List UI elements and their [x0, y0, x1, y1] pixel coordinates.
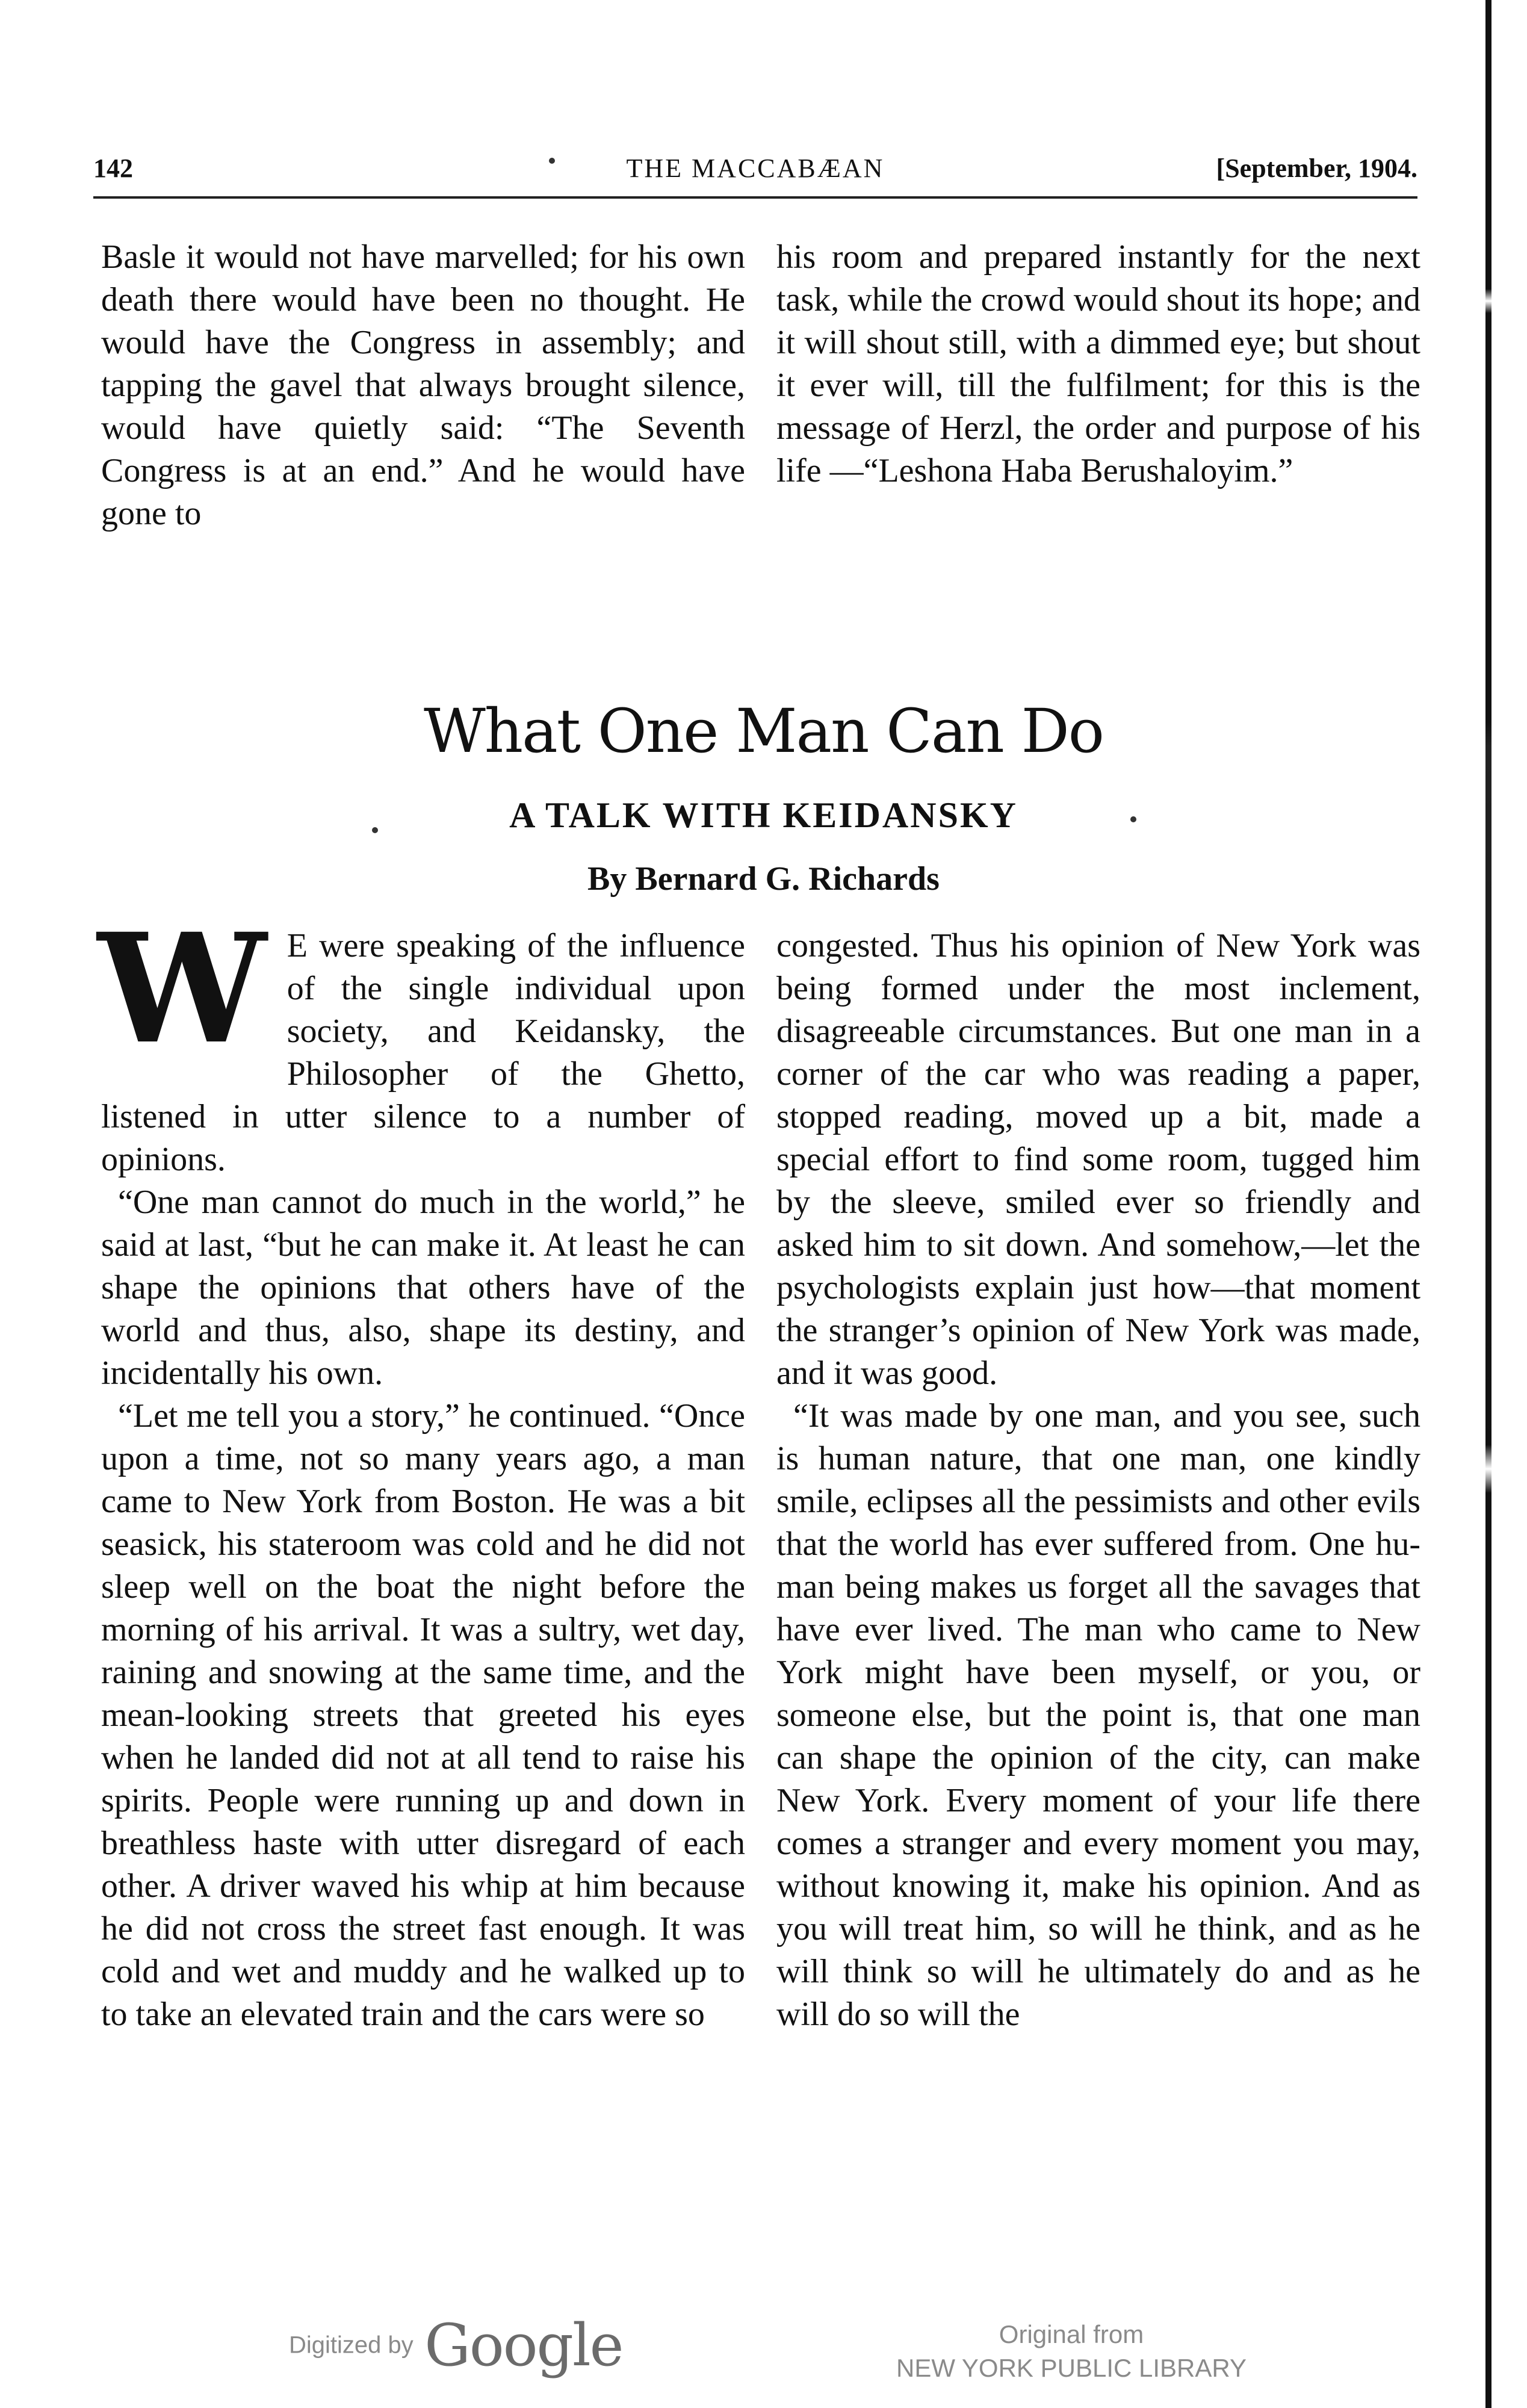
previous-article-text: Basle it would not have marvelled; for his own death there would have been no thought. He would have the Congress in assembly; and tapping the gavel that always brought silence, would have quietly said: “The Seventh Congress is at an end.” And he would have gone to — [101, 238, 745, 532]
ink-speck — [372, 827, 378, 833]
paragraph: congested. Thus his opinion of New York was being formed under the most inclement, disagreeable circumstances. But one man in a corner of the car who was reading a paper, stopped reading, moved up a bit, made a special effort to find some room, tugged him by the sleeve, smiled ever so friendly and asked him to sit down. And somehow,—let the psychologists explain just how—that moment the stranger’s opinion of New York was made, and it was good. — [776, 927, 1420, 1392]
ink-speck — [1130, 816, 1136, 822]
article-title: What One Man Can Do — [423, 696, 1104, 766]
issue-date: [September, 1904. — [1216, 154, 1417, 183]
digitized-by-watermark — [289, 2312, 622, 2378]
paragraph: E were speaking of the influence of the single individual upon society, and Keidansky, the Philosopher of the Ghetto, listened in utter silence to a number of opinions. — [101, 927, 745, 1178]
digitized-by-label: Digitized by — [289, 2332, 413, 2359]
previous-article-right-column — [776, 236, 1420, 492]
paragraph: “Let me tell you a story,” he continued. “Once upon a time, not so many years ago, a man came to New York from Boston. He was a bit seasick, his stateroom was cold and he did not sleep well on the boat the night before the morning of his arrival. It was a sultry, wet day, raining and snowing at the same time, and the mean-looking streets that greeted his eyes when he landed did not at all tend to raise his spirits. People were running up and down in breathless haste with utter disregard of each other. A driver waved his whip at him because he did not cross the street fast enough. It was cold and wet and muddy and he walked up to to take an elevated train and the cars were so — [101, 1397, 745, 2033]
ink-speck — [549, 158, 555, 164]
scan-page-edge — [1485, 0, 1491, 2408]
page-number: 142 — [93, 154, 133, 183]
article-byline: By Bernard G. Richards — [587, 860, 940, 898]
library-name: NEW YORK PUBLIC LIBRARY — [896, 2354, 1247, 2382]
original-from-label: Original from — [999, 2320, 1144, 2348]
running-header — [93, 148, 1417, 199]
paragraph: “One man cannot do much in the world,” he said at last, “but he can make it. At least he can shape the opinions that others have of the world and thus, also, shape its destiny, and incidentally his own. — [101, 1184, 745, 1392]
google-logo: Google — [424, 2312, 623, 2379]
library-attribution — [861, 2318, 1282, 2385]
article-left-column — [98, 900, 745, 2036]
previous-article-left-column — [101, 236, 745, 535]
drop-cap: W — [98, 900, 267, 1077]
paragraph: “It was made by one man, and you see, such is human nature, that one man, one kindly smile, eclipses all the pessimists and other evils that the world has ever suffered from. One human being makes us forget all the savages that have ever lived. The man who came to New York might have been myself, or you, or someone else, but the point is, that one man can shape the opinion of the city, can make New York. Every moment of your life there comes a stranger and every moment you may, without knowing it, make his opinion. And as you will treat him, so will he think, and as he will think so will he ultimately do and as he will do so will the — [776, 1397, 1420, 2033]
article-right-column — [776, 925, 1420, 2036]
previous-article-text: his room and prepared instantly for the next task, while the crowd would shout its hope; and it will shout still, with a dimmed eye; but shout it ever will, till the fulfilment; for this is the message of Herzl, the order and purpose of his life —“Leshona Haba Berushaloyim.” — [776, 238, 1420, 489]
journal-title: THE MACCABÆAN — [626, 154, 885, 183]
article-subtitle: A TALK WITH KEIDANSKY — [509, 795, 1018, 835]
